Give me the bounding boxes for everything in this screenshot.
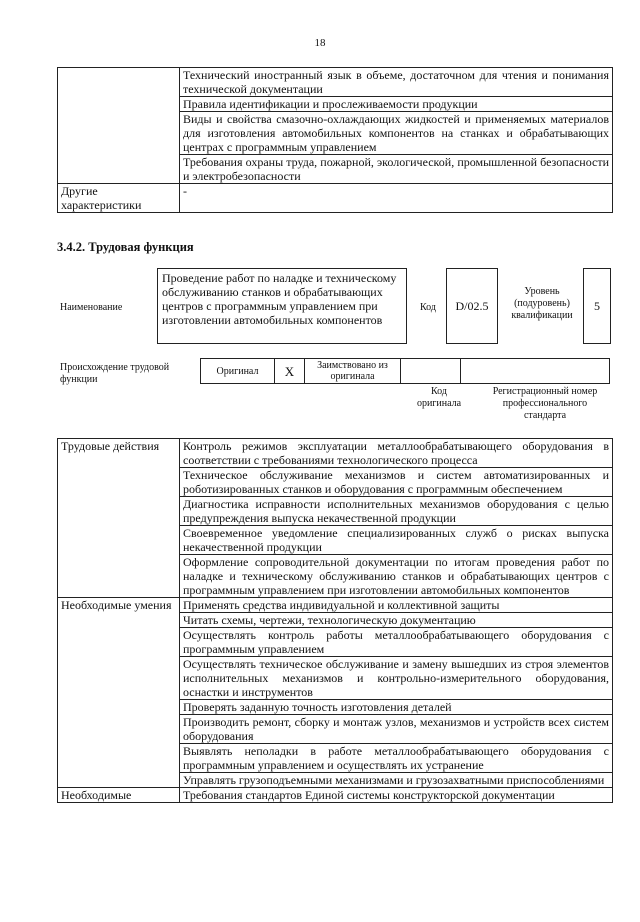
name-label: Наименование <box>60 302 123 313</box>
table-row: Требования охраны труда, пожарной, экологической, промышленной безопасности и электробезопасности <box>180 155 613 184</box>
empty-label-cell <box>58 68 180 184</box>
level-label: Уровень (подуровень) квалификации <box>511 286 573 321</box>
knowledge-label: Необходимые <box>58 788 180 803</box>
table-row: Управлять грузоподъемными механизмами и грузозахватными приспособлениями <box>180 773 613 788</box>
other-characteristics-label: Другие характеристики <box>58 184 180 213</box>
table-row: Своевременное уведомление специализированных служб о рисках выпуска некачественной продукции <box>180 526 613 555</box>
function-code-box: D/02.5 <box>446 268 498 344</box>
table-row: Проверять заданную точность изготовления деталей <box>180 700 613 715</box>
function-name-box: Проведение работ по наладке и техническому обслуживанию станков и обрабатывающих центров с программным управлением при изготовлении автомобильных компонентов <box>157 268 407 344</box>
level-value-box: 5 <box>583 268 611 344</box>
requirements-table-continued <box>57 67 613 213</box>
table-row: Осуществлять техническое обслуживание и замену вышедших из строя элементов исполнительных механизмов и контрольно-измерительного оборудования, оснастки и инструментов <box>180 657 613 700</box>
labor-actions-label: Трудовые действия <box>58 439 180 598</box>
origin-table <box>200 358 610 384</box>
borrowed-label: Заимствовано из оригинала <box>305 359 401 384</box>
table-row: Техническое обслуживание механизмов и систем автоматизированных и роботизированных станков и оборудования с программным обеспечением <box>180 468 613 497</box>
table-row: Осуществлять контроль работы металлообрабатывающего оборудования с программным управлением <box>180 628 613 657</box>
table-row: Технический иностранный язык в объеме, достаточном для чтения и понимания технической документации <box>180 68 613 97</box>
table-row: Производить ремонт, сборку и монтаж узлов, механизмов и устройств всех систем оборудования <box>180 715 613 744</box>
code-original-label: Код оригинала <box>416 386 462 409</box>
table-row: Читать схемы, чертежи, технологическую документацию <box>180 613 613 628</box>
reg-number-cell <box>461 359 610 384</box>
other-characteristics-value: - <box>180 184 613 213</box>
table-row: Применять средства индивидуальной и коллективной защиты <box>180 598 613 613</box>
function-details-table <box>57 438 613 803</box>
code-original-cell <box>401 359 461 384</box>
section-title: 3.4.2. Трудовая функция <box>57 240 194 254</box>
original-mark: X <box>275 359 305 384</box>
original-label: Оригинал <box>201 359 275 384</box>
table-row: Выявлять неполадки в работе металлообрабатывающего оборудования с программным управлением и осуществлять их устранение <box>180 744 613 773</box>
page-number: 18 <box>314 37 326 49</box>
table-row: Требования стандартов Единой системы конструкторской документации <box>180 788 613 803</box>
table-row: Диагностика исправности исполнительных механизмов оборудования с целью предупреждения выпуска некачественной продукции <box>180 497 613 526</box>
skills-label: Необходимые умения <box>58 598 180 788</box>
code-label: Код <box>420 302 436 313</box>
table-row: Оформление сопроводительной документации по итогам проведения работ по наладке и техническому обслуживанию станков и обрабатывающих центров с программным управлением при изготовлении автомобильных компонентов <box>180 555 613 598</box>
table-row: Виды и свойства смазочно-охлаждающих жидкостей и применяемых материалов для изготовления автомобильных компонентов на станках и обрабатывающих центрах с программным управлением <box>180 112 613 155</box>
origin-label: Происхождение трудовой функции <box>60 362 170 385</box>
reg-number-label: Регистрационный номер профессионального стандарта <box>492 386 598 421</box>
table-row: Правила идентификации и прослеживаемости продукции <box>180 97 613 112</box>
table-row: Контроль режимов эксплуатации металлообрабатывающего оборудования в соответствии с требованиями технологического процесса <box>180 439 613 468</box>
